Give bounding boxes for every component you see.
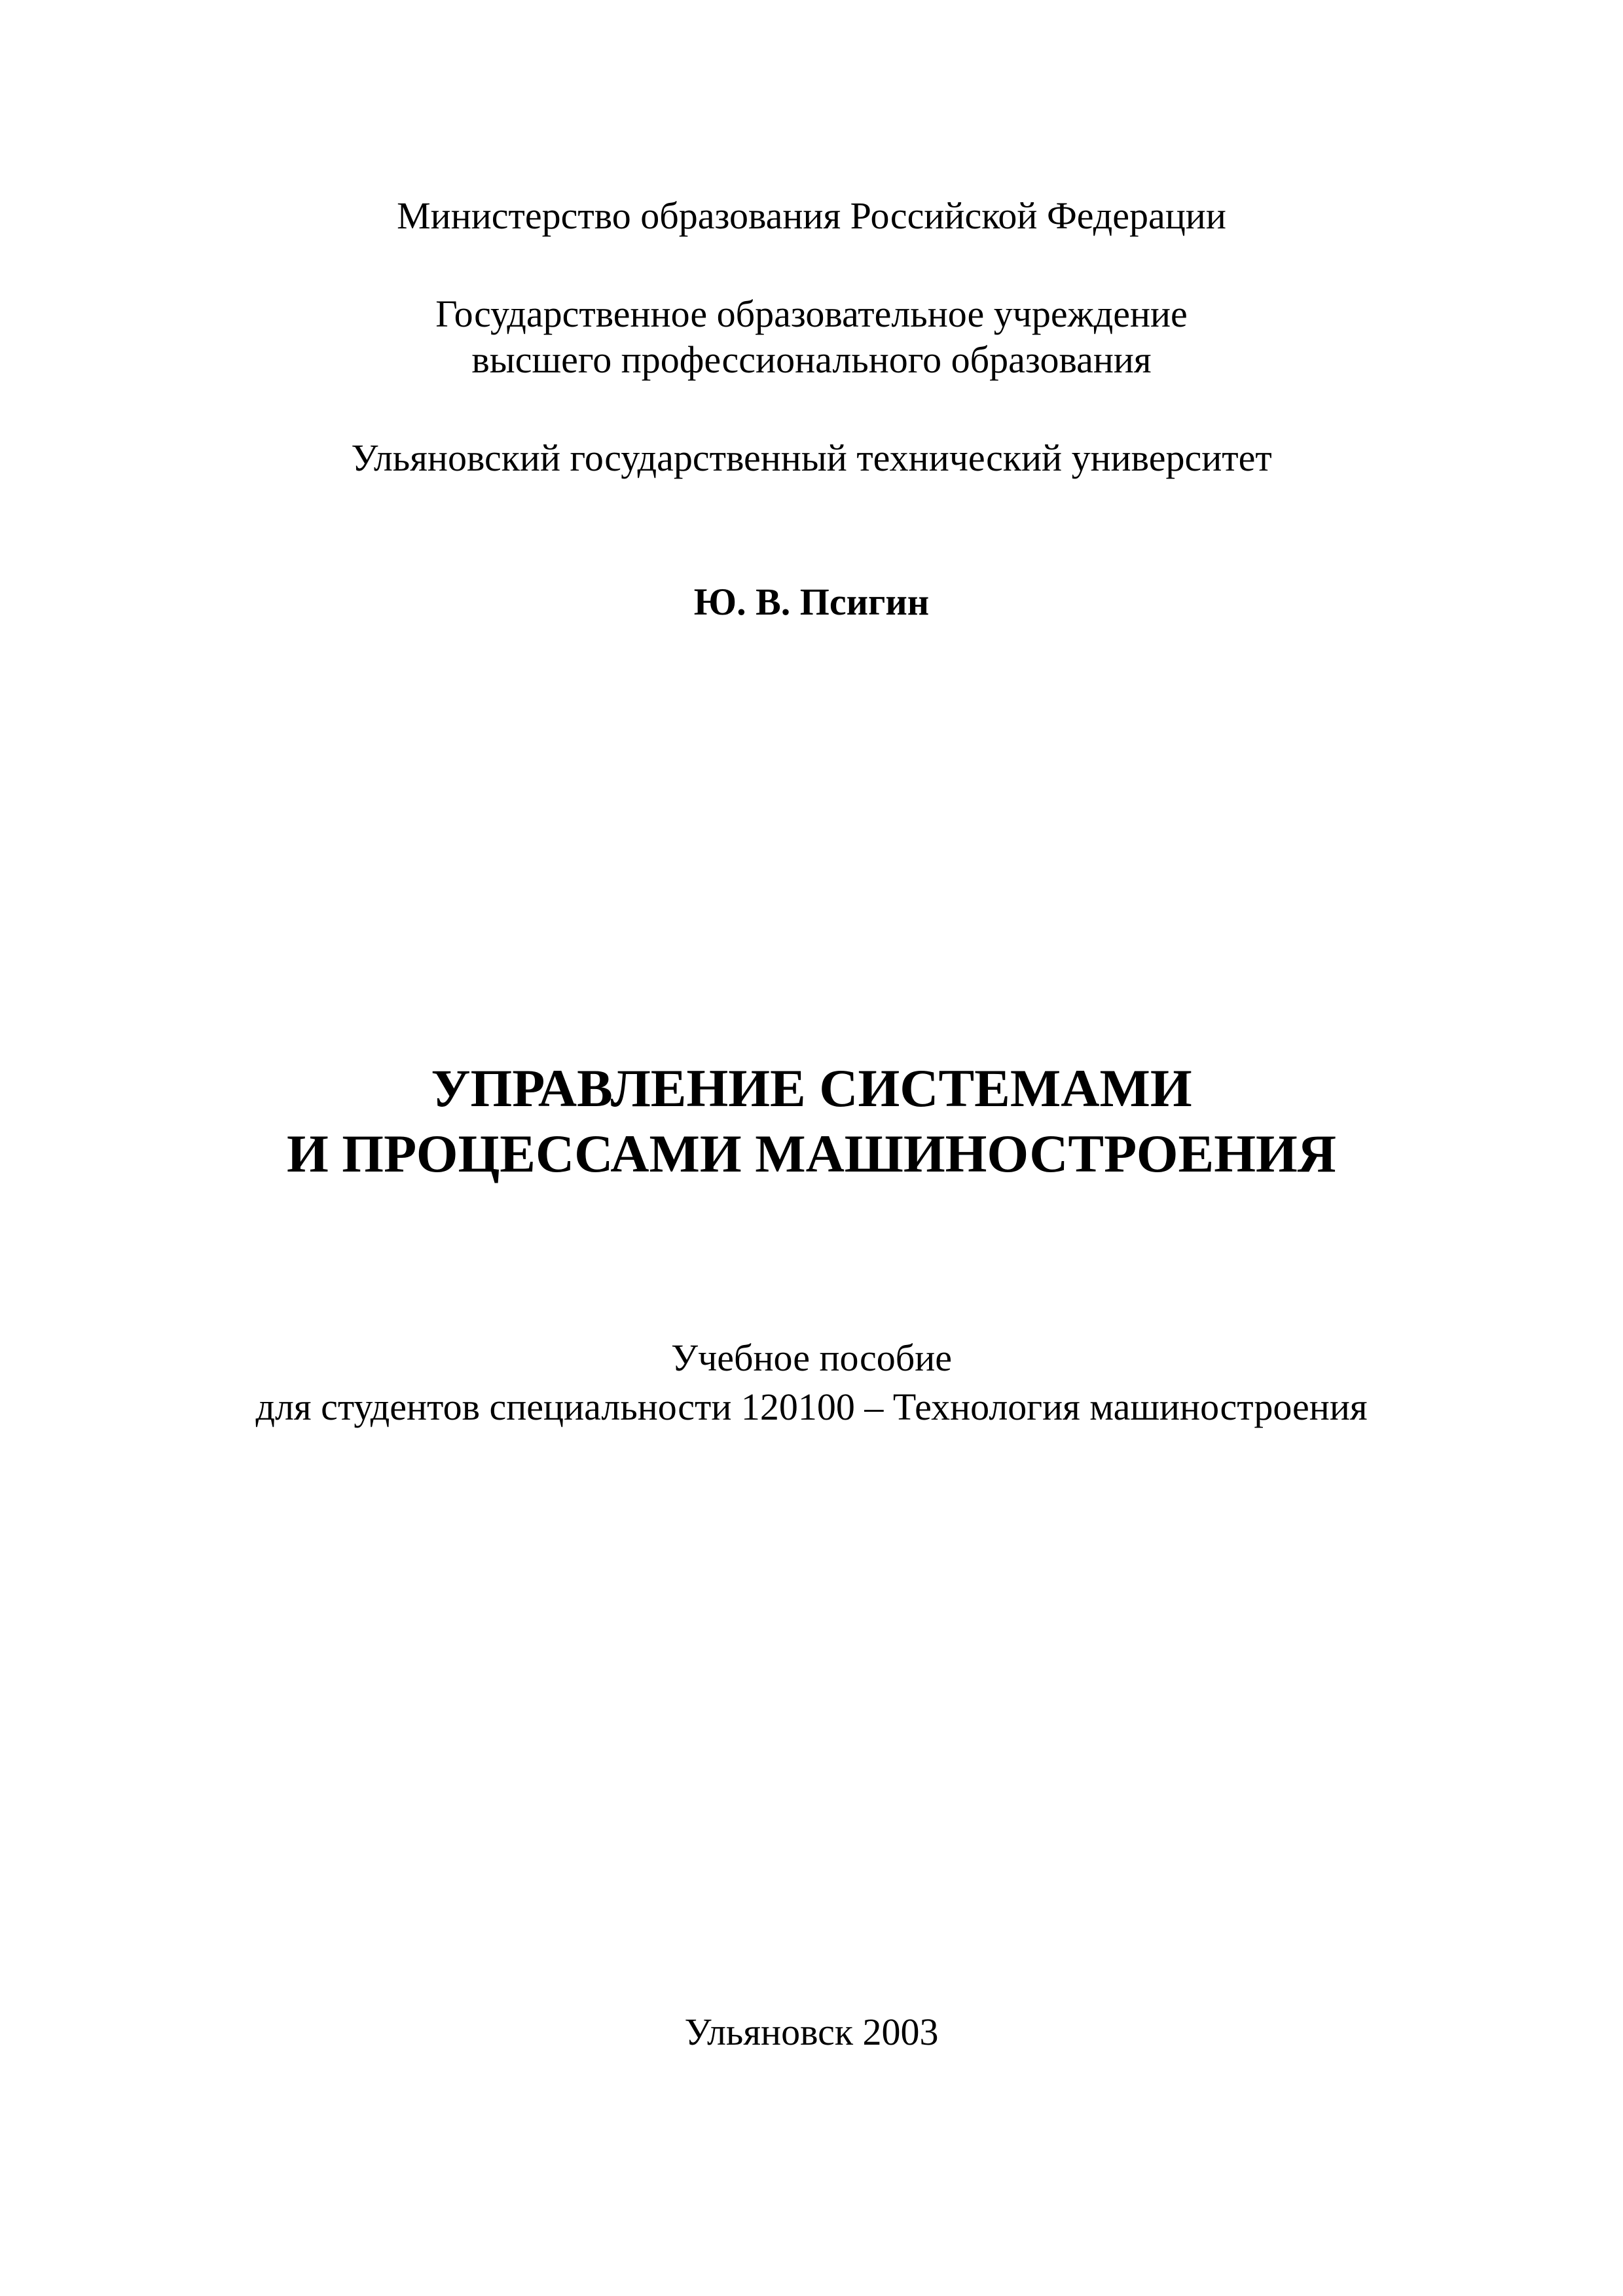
book-title-line-1: УПРАВЛЕНИЕ СИСТЕМАМИ [431, 1058, 1192, 1118]
book-title-line-2: И ПРОЦЕССАМИ МАШИНОСТРОЕНИЯ [287, 1124, 1336, 1183]
institution-line-1: Государственное образовательное учреждение [435, 293, 1188, 335]
ministry-name: Министерство образования Российской Федерации [397, 194, 1226, 237]
subtitle-line-1: Учебное пособие [671, 1336, 952, 1379]
university-name: Ульяновский государственный технический университет [351, 437, 1272, 479]
institution-line-2: высшего профессионального образования [471, 338, 1152, 381]
city-year: Ульяновск 2003 [684, 2011, 939, 2053]
subtitle-line-2: для студентов специальности 120100 – Технология машиностроения [255, 1386, 1368, 1428]
author-name: Ю. В. Псигин [693, 581, 930, 623]
